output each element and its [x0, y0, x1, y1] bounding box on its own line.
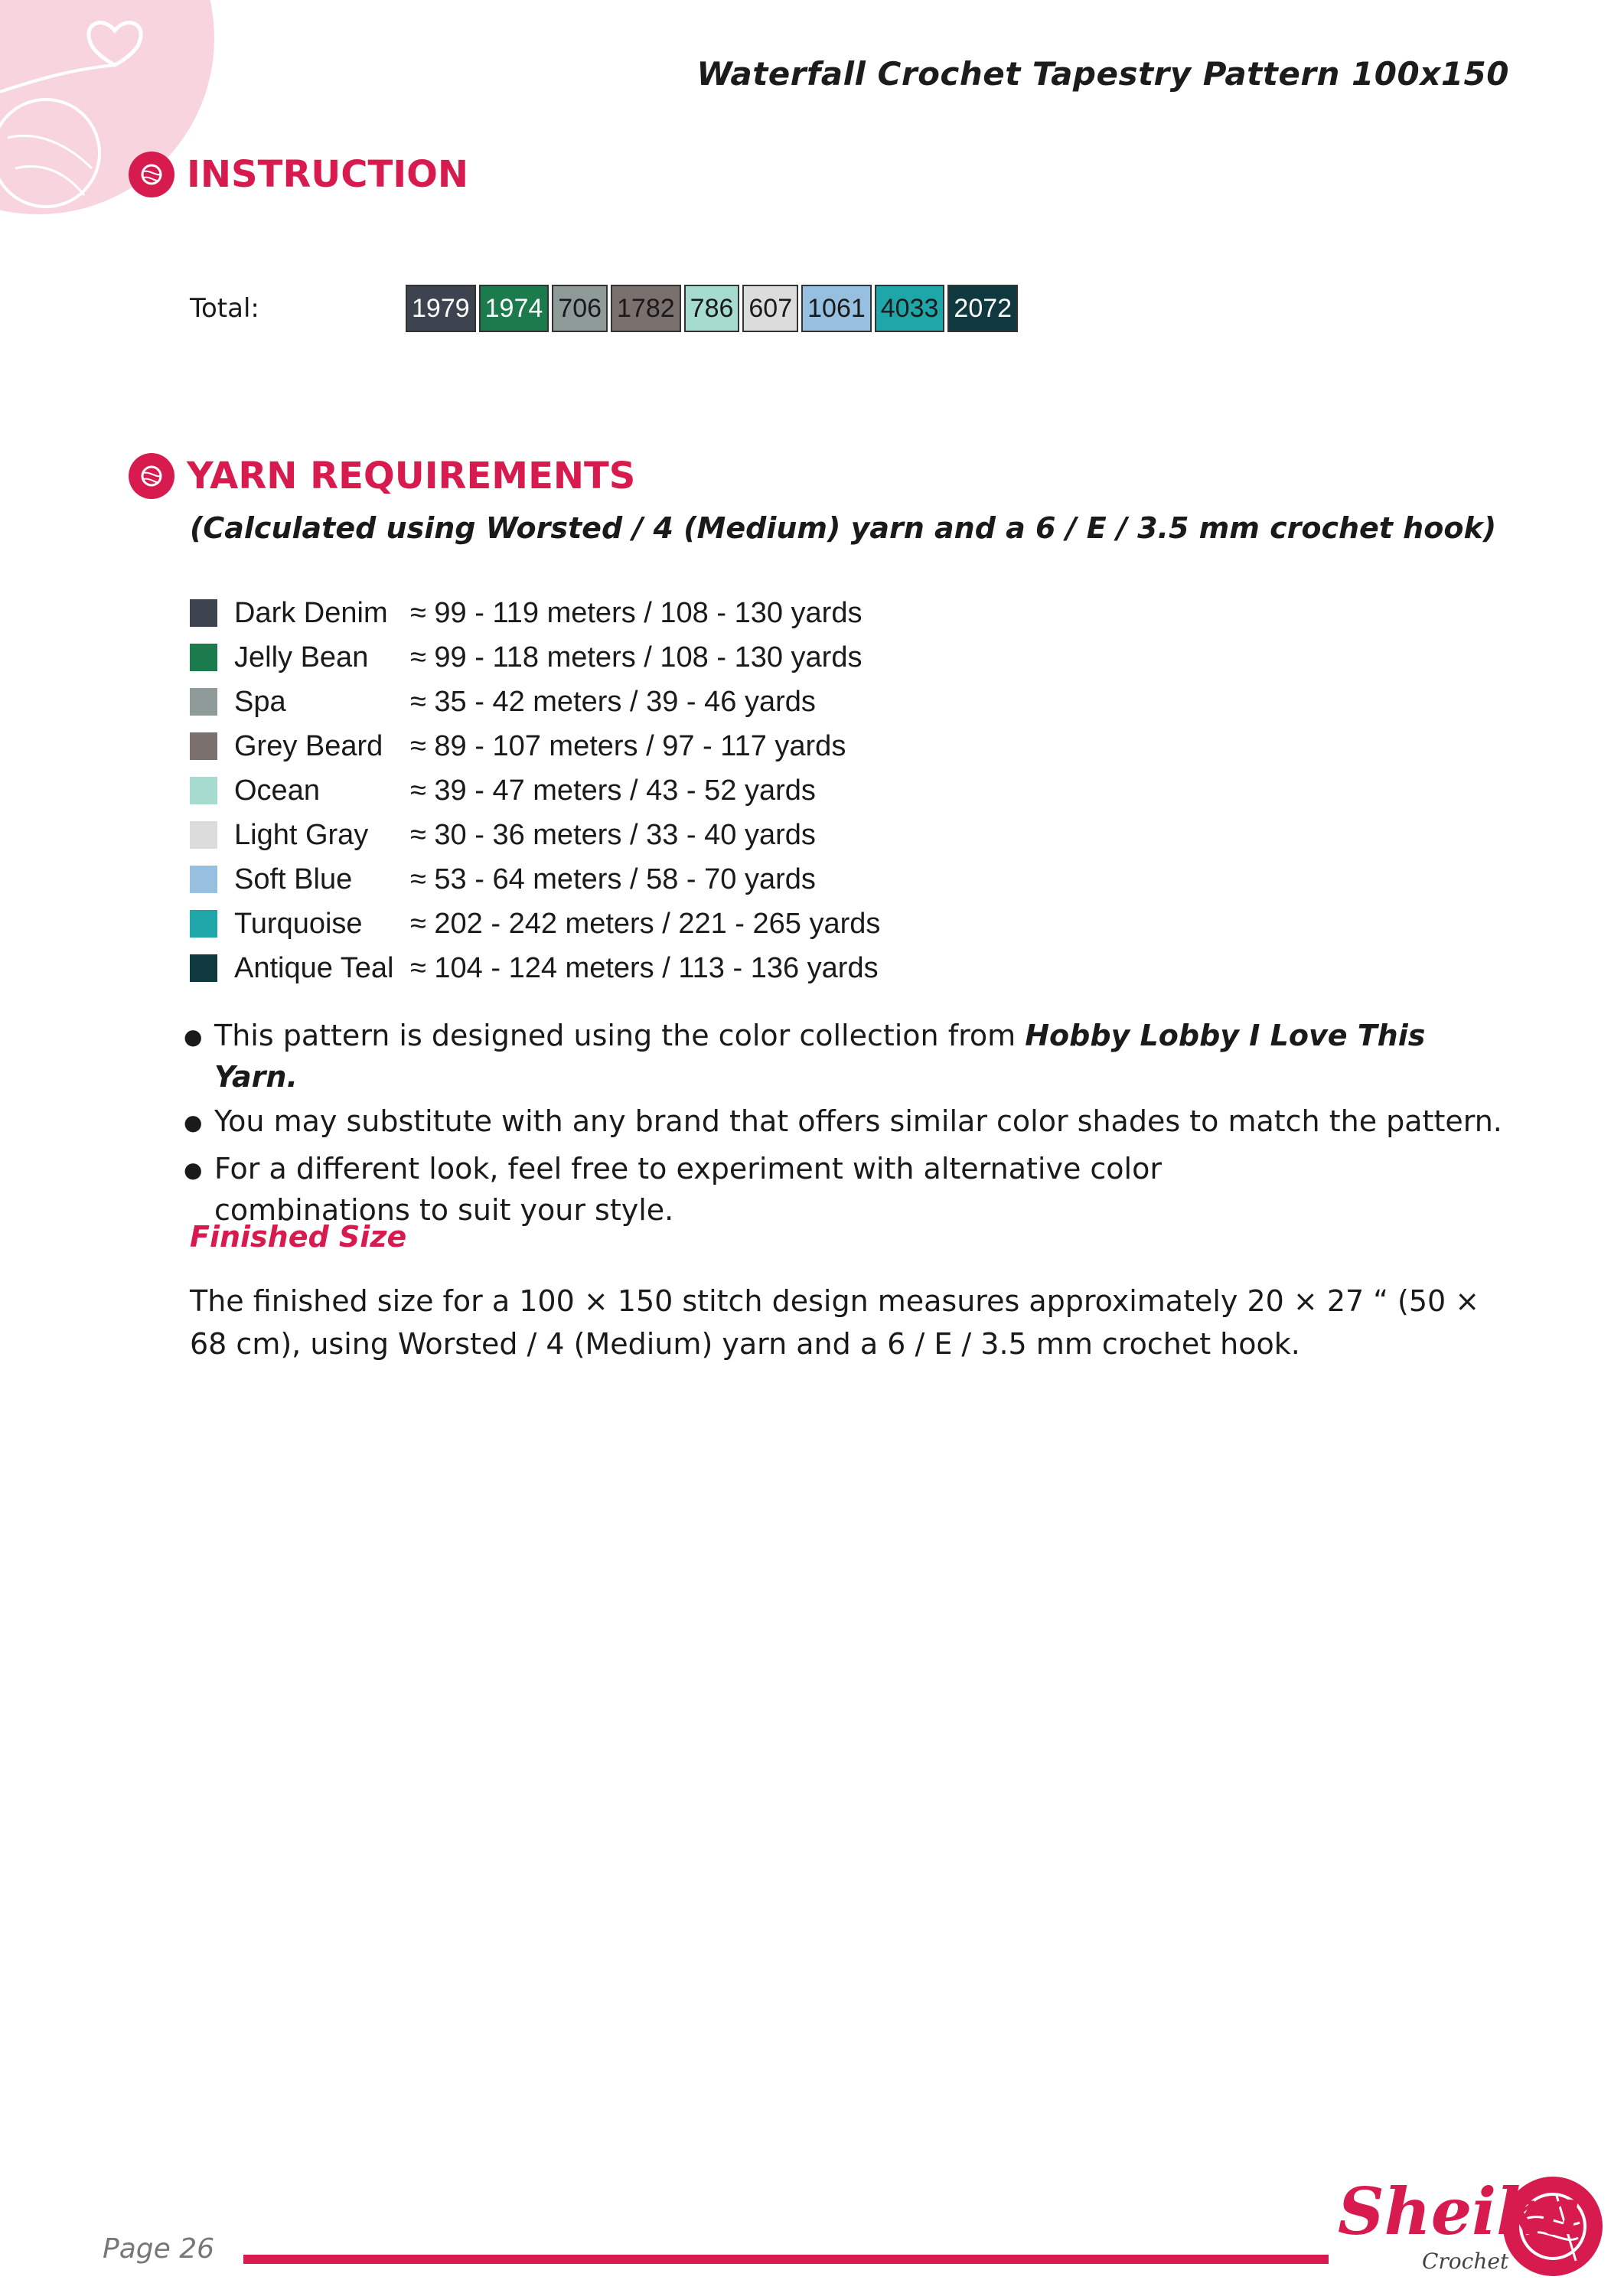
- yarn-badge-icon: [129, 152, 174, 197]
- color-swatch: 1979: [406, 285, 476, 332]
- yarn-row: [190, 946, 880, 990]
- yarn-amount: ≈ 99 - 118 meters / 108 - 130 yards: [410, 641, 863, 673]
- yarn-row: [190, 635, 880, 680]
- color-swatch: 1782: [611, 285, 681, 332]
- finished-size-body: The finished size for a 100 × 150 stitch design measures approximately 20 × 27 “ (50 × 68 cm), using Worsted / 4 (Medium) yarn and a 6 / E / 3.5 mm crochet hook.: [190, 1284, 1480, 1361]
- bullet-icon: ●: [184, 1024, 203, 1049]
- notes-list: [184, 1015, 1515, 1234]
- yarn-color-chip: [190, 732, 217, 760]
- yarn-name: Grey Beard: [234, 729, 383, 762]
- yarn-name: Jelly Bean: [234, 641, 369, 673]
- note-text: For a different look, feel free to experiment with alternative color combinations to suit your style.: [214, 1152, 1162, 1227]
- yarn-amount: ≈ 99 - 119 meters / 108 - 130 yards: [410, 596, 863, 629]
- yarn-amount: ≈ 35 - 42 meters / 39 - 46 yards: [410, 685, 816, 718]
- yarn-name: Light Gray: [234, 818, 369, 851]
- yarn-row: [190, 591, 880, 635]
- color-swatches: [406, 285, 1021, 332]
- yarn-row: [190, 857, 880, 902]
- document-title: Waterfall Crochet Tapestry Pattern 100x150: [696, 55, 1509, 93]
- total-label: Total:: [190, 293, 259, 324]
- bullet-icon: ●: [184, 1110, 203, 1135]
- yarn-color-chip: [190, 599, 217, 627]
- yarn-row: [190, 902, 880, 946]
- yarn-row: [190, 768, 880, 813]
- total-row: [190, 285, 1021, 332]
- instruction-heading: [129, 152, 468, 197]
- yarn-name: Spa: [234, 685, 286, 718]
- yarn-name: Antique Teal: [234, 951, 394, 984]
- yarn-name: Dark Denim: [234, 596, 388, 629]
- yarn-color-chip: [190, 688, 217, 716]
- yarn-requirements-label: YARN REQUIREMENTS: [187, 455, 636, 497]
- logo-name: Sheika: [1338, 2174, 1583, 2249]
- yarn-color-chip: [190, 954, 217, 982]
- color-swatch: 786: [684, 285, 740, 332]
- note-item: [184, 1101, 1515, 1145]
- finished-size-heading: Finished Size: [190, 1220, 407, 1254]
- yarn-color-chip: [190, 644, 217, 671]
- note-item: [184, 1148, 1515, 1231]
- color-swatch: 1061: [801, 285, 872, 332]
- yarn-color-chip: [190, 910, 217, 938]
- footer-rule: [243, 2255, 1329, 2264]
- note-text: You may substitute with any brand that offers similar color shades to match the pattern.: [214, 1104, 1502, 1138]
- yarn-amount: ≈ 104 - 124 meters / 113 - 136 yards: [410, 951, 879, 984]
- yarn-color-chip: [190, 866, 217, 893]
- note-text: [214, 1015, 1515, 1097]
- yarn-name: Soft Blue: [234, 863, 353, 895]
- color-swatch: 1974: [479, 285, 549, 332]
- yarn-subtitle: (Calculated using Worsted / 4 (Medium) yarn and a 6 / E / 3.5 mm crochet hook): [190, 511, 1497, 545]
- sheika-logo: [1338, 2174, 1613, 2288]
- color-swatch: 4033: [875, 285, 945, 332]
- instruction-label: INSTRUCTION: [187, 153, 469, 196]
- color-swatch: 2072: [947, 285, 1018, 332]
- yarn-list: [190, 591, 880, 990]
- yarn-amount: ≈ 53 - 64 meters / 58 - 70 yards: [410, 863, 816, 895]
- yarn-amount: ≈ 202 - 242 meters / 221 - 265 yards: [410, 907, 881, 940]
- yarn-color-chip: [190, 821, 217, 849]
- bullet-icon: ●: [184, 1157, 203, 1182]
- yarn-row: [190, 813, 880, 857]
- note-text-main: This pattern is designed using the color collection from: [214, 1019, 1026, 1052]
- brand-name: Hobby Lobby I Love This Yarn.: [214, 1019, 1426, 1094]
- color-swatch: 706: [552, 285, 608, 332]
- logo-subtitle: Crochet: [1422, 2249, 1509, 2274]
- yarn-row: [190, 680, 880, 724]
- color-swatch: 607: [742, 285, 798, 332]
- note-item: [184, 1015, 1515, 1097]
- yarn-amount: ≈ 89 - 107 meters / 97 - 117 yards: [410, 729, 846, 762]
- page-number: Page 26: [103, 2233, 215, 2265]
- yarn-requirements-heading: [129, 453, 635, 499]
- yarn-amount: ≈ 30 - 36 meters / 33 - 40 yards: [410, 818, 816, 851]
- yarn-row: [190, 724, 880, 768]
- yarn-badge-icon: [129, 453, 174, 499]
- yarn-color-chip: [190, 777, 217, 804]
- yarn-name: Turquoise: [234, 907, 363, 940]
- yarn-name: Ocean: [234, 774, 320, 807]
- yarn-amount: ≈ 39 - 47 meters / 43 - 52 yards: [410, 774, 816, 807]
